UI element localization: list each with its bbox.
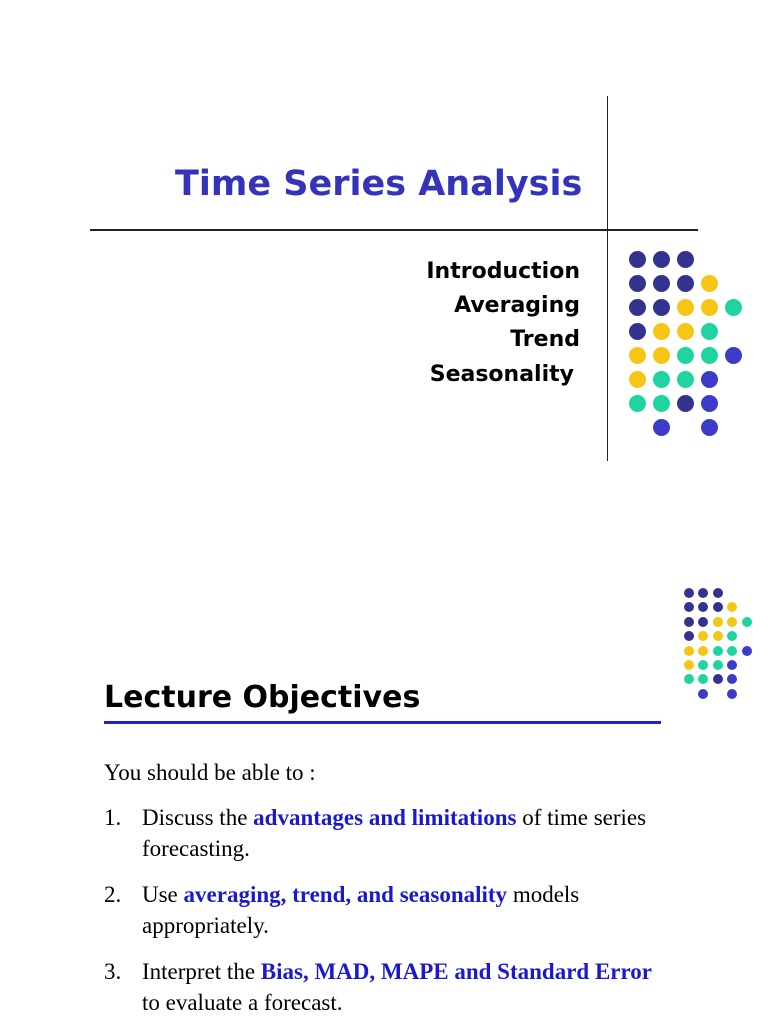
dot bbox=[629, 251, 646, 268]
dot bbox=[701, 371, 718, 388]
dot bbox=[698, 631, 708, 641]
dot bbox=[713, 617, 723, 627]
objective-text: Use bbox=[142, 882, 184, 907]
dot bbox=[713, 631, 723, 641]
dot bbox=[653, 323, 670, 340]
dot bbox=[684, 646, 694, 656]
dot bbox=[629, 371, 646, 388]
objective-text: models appropriately. bbox=[142, 882, 580, 938]
topic-introduction: Introduction bbox=[426, 259, 580, 284]
objective-text: Discuss the bbox=[142, 805, 254, 830]
objective-text: of time series forecasting. bbox=[142, 805, 647, 861]
dot bbox=[713, 646, 723, 656]
dot bbox=[742, 617, 752, 627]
dot bbox=[701, 419, 718, 436]
dot bbox=[725, 299, 742, 316]
dot bbox=[698, 660, 708, 670]
dot bbox=[653, 371, 670, 388]
dot bbox=[701, 395, 718, 412]
dot bbox=[698, 689, 708, 699]
dot bbox=[713, 602, 723, 612]
dot bbox=[684, 674, 694, 684]
dot bbox=[701, 347, 718, 364]
dot bbox=[653, 299, 670, 316]
objective-number: 2. bbox=[104, 882, 122, 907]
dot bbox=[713, 588, 723, 598]
dot bbox=[727, 689, 737, 699]
dot bbox=[713, 674, 723, 684]
dot bbox=[677, 371, 694, 388]
dot bbox=[727, 646, 737, 656]
dot bbox=[677, 347, 694, 364]
dot bbox=[629, 275, 646, 292]
objective-highlight: averaging, trend, and seasonality bbox=[183, 882, 508, 907]
dot bbox=[727, 660, 737, 670]
dot bbox=[698, 617, 708, 627]
dot bbox=[713, 660, 723, 670]
dot bbox=[701, 323, 718, 340]
dot bbox=[698, 646, 708, 656]
vertical-divider bbox=[607, 96, 608, 461]
dot bbox=[698, 588, 708, 598]
dot bbox=[701, 299, 718, 316]
dot bbox=[629, 299, 646, 316]
dot bbox=[629, 395, 646, 412]
dot bbox=[727, 617, 737, 627]
section-heading: Lecture Objectives bbox=[104, 680, 421, 715]
objective-item-3 bbox=[104, 956, 664, 1018]
objective-item-2 bbox=[104, 879, 664, 941]
dot bbox=[684, 602, 694, 612]
topic-trend: Trend bbox=[510, 327, 580, 352]
dot bbox=[629, 347, 646, 364]
dot bbox=[677, 323, 694, 340]
dot bbox=[698, 674, 708, 684]
dot bbox=[727, 674, 737, 684]
dot bbox=[701, 275, 718, 292]
slide-title: Time Series Analysis bbox=[175, 164, 583, 204]
objective-text: to evaluate a forecast. bbox=[142, 990, 343, 1015]
dot bbox=[677, 395, 694, 412]
dot bbox=[629, 323, 646, 340]
dot bbox=[653, 275, 670, 292]
dot bbox=[742, 646, 752, 656]
dot bbox=[677, 251, 694, 268]
dot bbox=[677, 299, 694, 316]
dot bbox=[684, 617, 694, 627]
dot bbox=[653, 347, 670, 364]
dot bbox=[677, 275, 694, 292]
dot bbox=[653, 251, 670, 268]
topic-seasonality: Seasonality bbox=[429, 362, 574, 387]
dot bbox=[684, 588, 694, 598]
objective-item-1 bbox=[104, 802, 664, 864]
dot bbox=[727, 602, 737, 612]
objective-highlight: advantages and limitations bbox=[253, 805, 517, 830]
dot bbox=[653, 419, 670, 436]
objectives-intro: You should be able to : bbox=[104, 760, 316, 785]
dot bbox=[727, 631, 737, 641]
topic-averaging: Averaging bbox=[454, 293, 580, 318]
objective-text: Interpret the bbox=[142, 959, 261, 984]
dot bbox=[653, 395, 670, 412]
heading-underline bbox=[104, 721, 661, 724]
horizontal-divider bbox=[90, 229, 698, 231]
objective-number: 1. bbox=[104, 805, 122, 830]
dot bbox=[698, 602, 708, 612]
objective-highlight: Bias, MAD, MAPE and Standard Error bbox=[260, 959, 653, 984]
dot bbox=[684, 631, 694, 641]
dot bbox=[725, 347, 742, 364]
objective-number: 3. bbox=[104, 959, 122, 984]
dot bbox=[684, 660, 694, 670]
